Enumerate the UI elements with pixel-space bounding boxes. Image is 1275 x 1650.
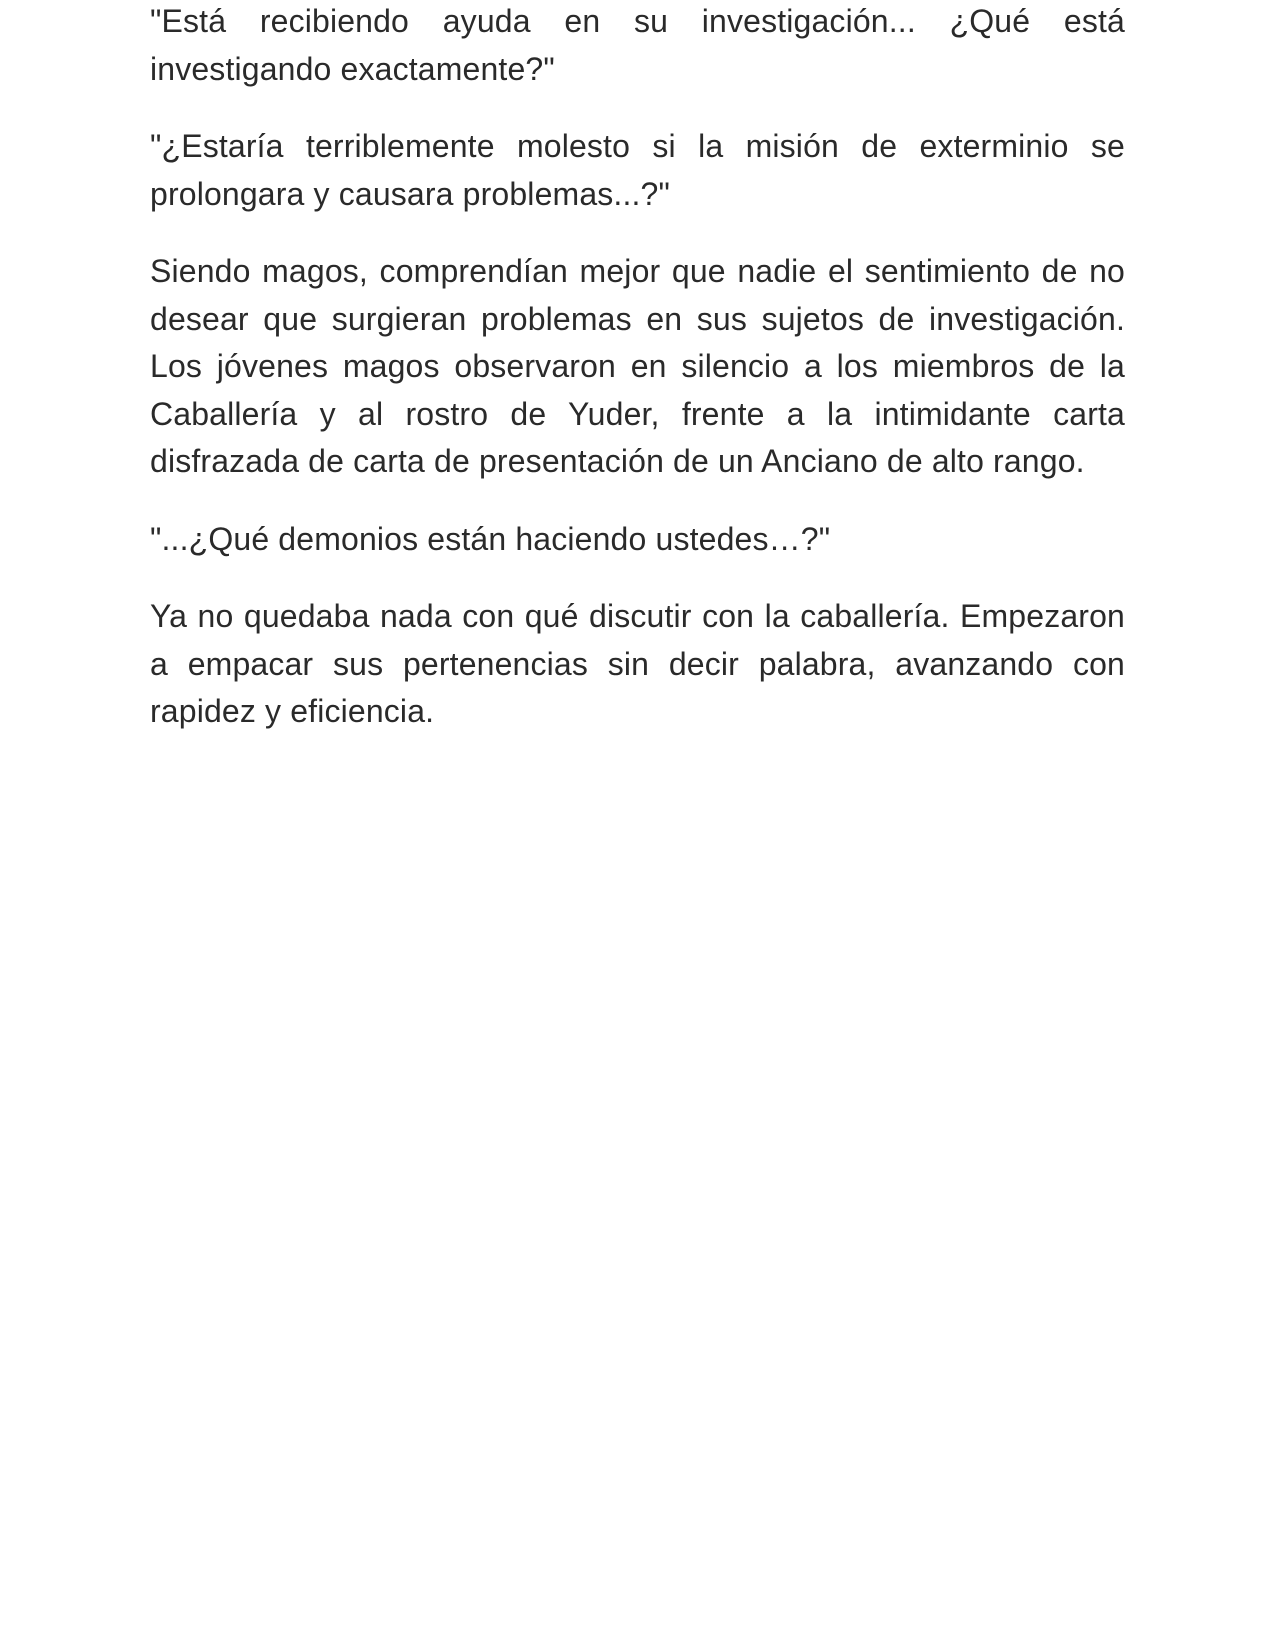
paragraph-3: Siendo magos, comprendían mejor que nadie el sentimiento de no desear que surgieran problemas en sus sujetos de investigación. Los jóvenes magos observaron en silencio a los miembros de la Caballería y al rostro de Yuder, frente a la intimidante carta disfrazada de carta de presentación de un Anciano de alto rango. (150, 253, 1125, 479)
paragraph-2: "¿Estaría terriblemente molesto si la misión de exterminio se prolongara y causara problemas...?" (150, 128, 1125, 212)
paragraph-5: Ya no quedaba nada con qué discutir con la caballería. Empezaron a empacar sus pertenencias sin decir palabra, avanzando con rapidez y eficiencia. (150, 598, 1125, 729)
paragraph-1: "Está recibiendo ayuda en su investigación... ¿Qué está investigando exactamente?" (150, 3, 1125, 87)
document-page (150, 0, 1125, 766)
paragraph-4: "...¿Qué demonios están haciendo ustedes…?" (150, 520, 831, 557)
